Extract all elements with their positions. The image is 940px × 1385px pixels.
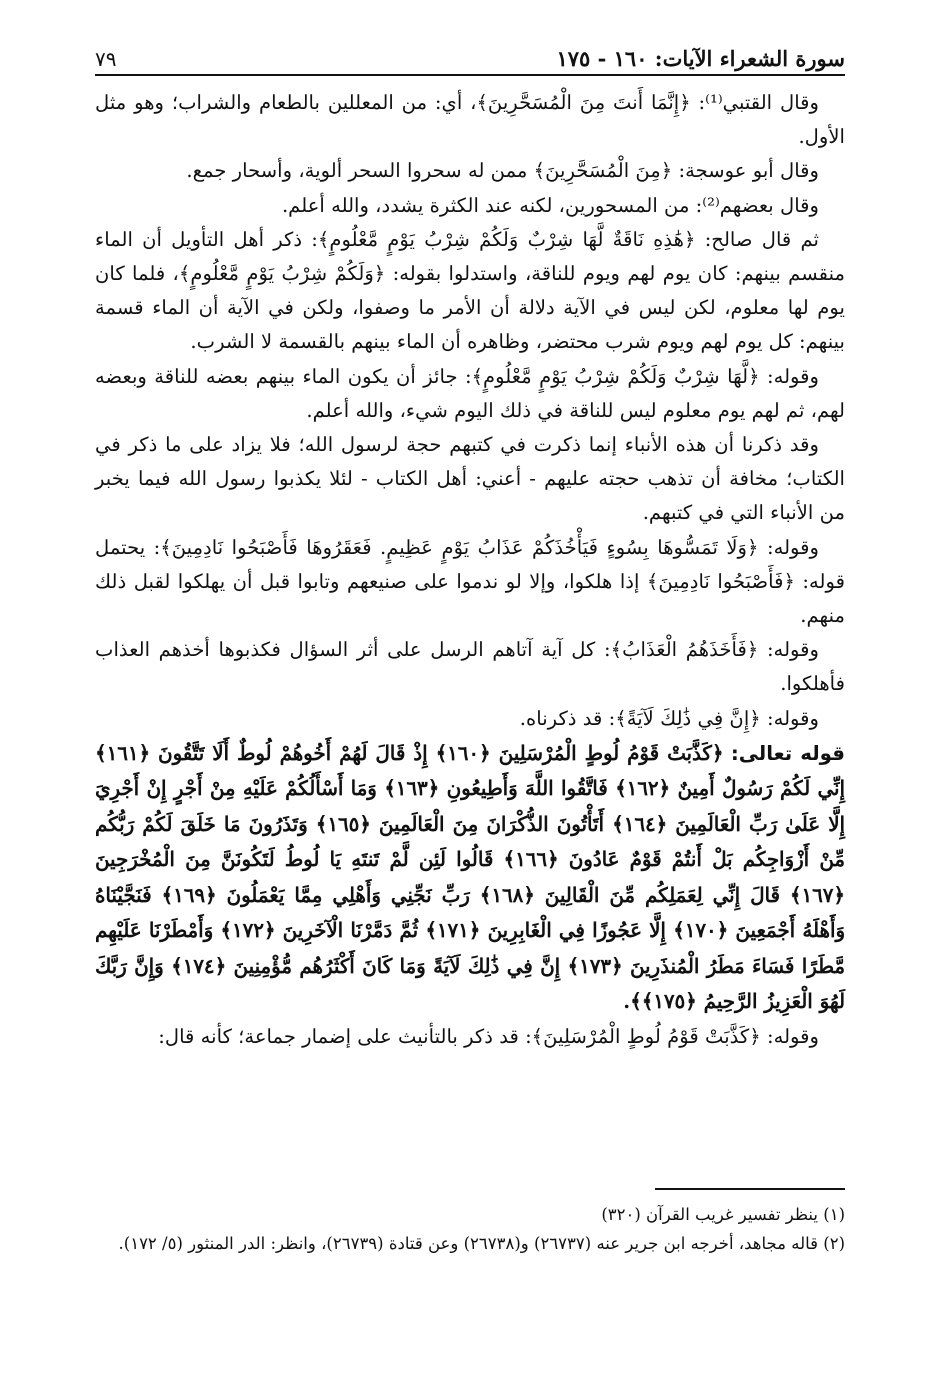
verse-intro-label: قوله تعالى: <box>730 741 845 765</box>
paragraph: وقوله: ﴿لَّهَا شِرْبٌ وَلَكُمْ شِرْبُ يَوْمٍ مَّعْلُومٍ﴾: جائز أن يكون الماء بينهم بعضه للناقة وبعضه لهم، ثم لهم يوم معلوم ليس للناقة في ذلك اليوم شيء، والله أعلم. <box>95 364 845 422</box>
paragraph: وقال أبو عوسجة: ﴿مِنَ الْمُسَحَّرِينَ﴾ ممن له سحروا السحر ألوية، وأسحار جمع. <box>186 159 819 183</box>
footnote: (٢) قاله مجاهد، أخرجه ابن جرير عنه (٢٦٧٣٧) و(٢٦٧٣٨) وعن قتادة (٢٦٧٣٩)، وانظر: الدر المنثور (٥/ ١٧٢). <box>118 1234 845 1253</box>
paragraph: ثم قال صالح: ﴿هَٰذِهِ نَاقَةٌ لَّهَا شِرْبٌ وَلَكُمْ شِرْبُ يَوْمٍ مَّعْلُومٍ﴾: ذكر أهل التأويل أن الماء منقسم بينهم: كان يوم لهم ويوم للناقة، واستدلوا بقوله: ﴿وَلَكُمْ شِرْبُ يَوْمٍ مَّعْلُومٍ﴾، فلما كان يوم لها معلوم، لكن ليس في الآية دلالة أن الأمر ما وصفوا، ولكن في الآية أن الماء قسمة بينهم: كل يوم لهم ويوم شرب محتضر، وظاهره أن الماء بينهم بالقسمة لا الشرب. <box>95 227 845 354</box>
running-title: سورة الشعراء الآيات: ١٦٠ - ١٧٥ <box>556 46 845 71</box>
paragraph: وقوله: ﴿فَأَخَذَهُمُ الْعَذَابُ﴾: كل آية آتاهم الرسل على أثر السؤال فكذبوها أخذهم العذاب فأهلكوا. <box>95 638 845 696</box>
paragraph: وقال القتبي⁽¹⁾: ﴿إِنَّمَا أَنتَ مِنَ الْمُسَحَّرِينَ﴾، أي: من المعللين بالطعام والشراب؛ وهو مثل الأول. <box>95 91 845 149</box>
footnote: (١) ينظر تفسير غريب القرآن (٣٢٠) <box>601 1205 845 1224</box>
commentary-text <box>95 86 845 1054</box>
paragraph: وقال بعضهم⁽²⁾: من المسحورين، لكنه عند الكثرة يشدد، والله أعلم. <box>281 193 819 217</box>
footnote-divider <box>655 1188 845 1190</box>
book-page <box>95 38 845 1358</box>
paragraph: وقوله: ﴿وَلَا تَمَسُّوهَا بِسُوءٍ فَيَأْخُذَكُمْ عَذَابُ يَوْمٍ عَظِيمٍ. فَعَقَرُوهَا فَأَصْبَحُوا نَادِمِينَ﴾: يحتمل قوله: ﴿فَأَصْبَحُوا نَادِمِينَ﴾ إذا هلكوا، وإلا لو ندموا على صنيعهم وتابوا قبل أن يهلكوا لقبل ذلك منهم. <box>95 535 845 628</box>
footnotes <box>95 1188 845 1258</box>
quran-verses: ﴿كَذَّبَتْ قَوْمُ لُوطٍ الْمُرْسَلِينَ ﴿١٦٠﴾ إِذْ قَالَ لَهُمْ أَخُوهُمْ لُوطٌ أَلَا تَتَّقُونَ ﴿١٦١﴾ إِنِّي لَكُمْ رَسُولٌ أَمِينٌ ﴿١٦٢﴾ فَاتَّقُوا اللَّهَ وَأَطِيعُونِ ﴿١٦٣﴾ وَمَا أَسْأَلُكُمْ عَلَيْهِ مِنْ أَجْرٍ إِنْ أَجْرِيَ إِلَّا عَلَىٰ رَبِّ الْعَالَمِينَ ﴿١٦٤﴾ أَتَأْتُونَ الذُّكْرَانَ مِنَ الْعَالَمِينَ ﴿١٦٥﴾ وَتَذَرُونَ مَا خَلَقَ لَكُمْ رَبُّكُم مِّنْ أَزْوَاجِكُم بَلْ أَنتُمْ قَوْمٌ عَادُونَ ﴿١٦٦﴾ قَالُوا لَئِن لَّمْ تَنتَهِ يَا لُوطُ لَتَكُونَنَّ مِنَ الْمُخْرَجِينَ ﴿١٦٧﴾ قَالَ إِنِّي لِعَمَلِكُم مِّنَ الْقَالِينَ ﴿١٦٨﴾ رَبِّ نَجِّنِي وَأَهْلِي مِمَّا يَعْمَلُونَ ﴿١٦٩﴾ فَنَجَّيْنَاهُ وَأَهْلَهُ أَجْمَعِينَ ﴿١٧٠﴾ إِلَّا عَجُوزًا فِي الْغَابِرِينَ ﴿١٧١﴾ ثُمَّ دَمَّرْنَا الْآخَرِينَ ﴿١٧٢﴾ وَأَمْطَرْنَا عَلَيْهِم مَّطَرًا فَسَاءَ مَطَرُ الْمُنذَرِينَ ﴿١٧٣﴾ إِنَّ فِي ذَٰلِكَ لَآيَةً وَمَا كَانَ أَكْثَرُهُم مُّؤْمِنِينَ ﴿١٧٤﴾ وَإِنَّ رَبَّكَ لَهُوَ الْعَزِيزُ الرَّحِيمُ ﴿١٧٥﴾﴾. <box>95 740 846 1014</box>
page-header <box>95 38 845 76</box>
page-number: ٧٩ <box>95 47 117 71</box>
paragraph: وقوله: ﴿كَذَّبَتْ قَوْمُ لُوطٍ الْمُرْسَلِينَ﴾: قد ذكر بالتأنيث على إضمار جماعة؛ كأنه قال: <box>158 1024 819 1048</box>
paragraph: وقد ذكرنا أن هذه الأنباء إنما ذكرت في كتبهم حجة لرسول الله؛ فلا يزاد على ما ذكر في الكتاب؛ مخافة أن تذهب حجته عليهم - أعني: أهل الكتاب - لئلا يكذبوا رسول الله فيما يخبر من الأنباء التي في كتبهم. <box>95 433 845 525</box>
paragraph: وقوله: ﴿إِنَّ فِي ذَٰلِكَ لَآيَةً﴾: قد ذكرناه. <box>519 706 819 730</box>
quran-verses-block <box>95 736 845 1020</box>
